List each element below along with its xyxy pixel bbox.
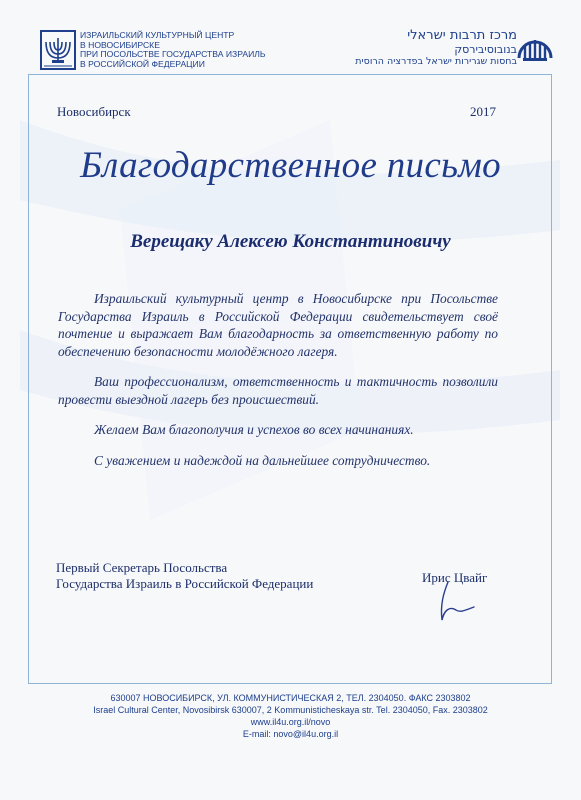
org-ru-line: В РОССИЙСКОЙ ФЕДЕРАЦИИ bbox=[80, 58, 205, 69]
signatory-name: Ирис Цвайг bbox=[422, 570, 488, 585]
org-ru-line: В НОВОСИБИРСКЕ bbox=[80, 39, 160, 50]
organization-name-hebrew bbox=[257, 29, 517, 68]
org-he-line: בחסות שגרירות ישראל בפדרציה הרוסית bbox=[355, 56, 517, 67]
menorah-arc-logo-icon bbox=[515, 30, 555, 64]
signatory-position-line: Первый Секретарь Посольства bbox=[56, 560, 228, 575]
org-ru-line: ПРИ ПОСОЛЬСТВЕ ГОСУДАРСТВА ИЗРАИЛЬ bbox=[80, 49, 266, 60]
body-paragraph: Желаем Вам благополучия и успехов во всех начинаниях. bbox=[94, 422, 414, 437]
menorah-emblem-icon bbox=[40, 30, 76, 70]
footer-address-ru: 630007 НОВОСИБИРСК, УЛ. КОММУНИСТИЧЕСКАЯ 2, ТЕЛ. 2304050. ФАКС 2303802 bbox=[110, 693, 471, 703]
signatory-position-line: Государства Израиль в Российской Федерации bbox=[56, 576, 314, 591]
signatory-position bbox=[56, 560, 313, 592]
letterhead-footer bbox=[0, 692, 581, 740]
letter-title: Благодарственное письмо bbox=[80, 145, 501, 186]
recipient-name: Верещаку Алексею Константиновичу bbox=[130, 231, 451, 252]
body-paragraph: Ваш профессионализм, ответственность и тактичность позволили провести выездной лагерь без происшествий. bbox=[58, 374, 498, 407]
org-he-line: מרכז תרבות ישראלי bbox=[407, 28, 517, 43]
body-paragraph: Израильский культурный центр в Новосибирске при Посольстве Государства Израиль в Российской Федерации свидетельствует своё почтение и выражает Вам благодарность за ответственную работу по обеспечению безопасности молодёжного лагеря. bbox=[58, 291, 498, 359]
letterhead bbox=[0, 0, 581, 74]
handwritten-signature-icon bbox=[430, 580, 478, 626]
letter-body bbox=[58, 290, 498, 469]
org-ru-line: ИЗРАИЛЬСКИЙ КУЛЬТУРНЫЙ ЦЕНТР bbox=[80, 30, 235, 40]
footer-email[interactable]: E-mail: novo@il4u.org.il bbox=[242, 729, 339, 739]
footer-website[interactable]: www.il4u.org.il/novo bbox=[250, 717, 331, 727]
body-paragraph: С уважением и надеждой на дальнейшее сотрудничество. bbox=[94, 452, 431, 468]
letter-year: 2017 bbox=[470, 104, 496, 119]
org-he-line: בנובוסיבירסק bbox=[454, 43, 517, 56]
letter-city: Новосибирск bbox=[57, 104, 131, 119]
footer-address-en: Israel Cultural Center, Novosibirsk 630007, 2 Kommunisticheskaya str. Tel. 2304050, Fax. 2303802 bbox=[93, 705, 488, 715]
